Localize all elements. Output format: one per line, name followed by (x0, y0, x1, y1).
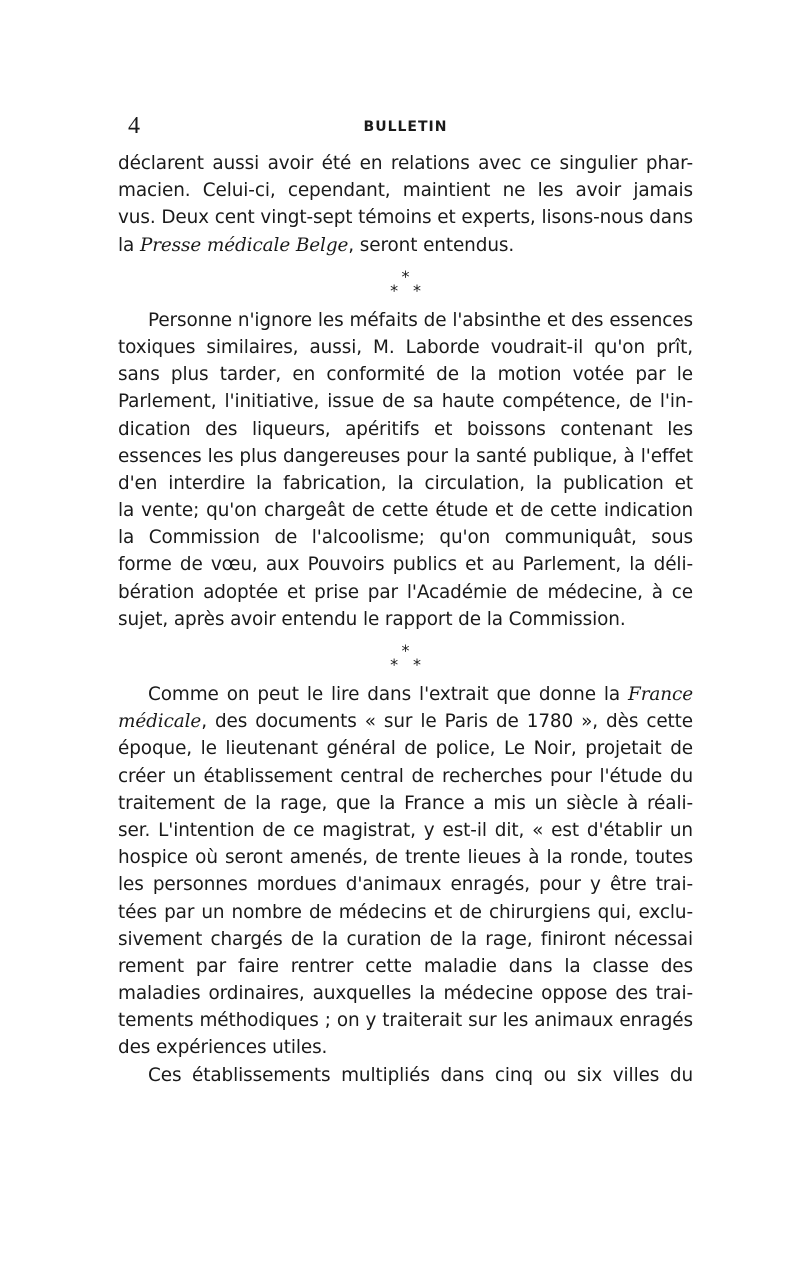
text-line: déclarent aussi avoir été en relations avec ce singulier phar- (118, 153, 693, 174)
journal-title: médicale (118, 711, 202, 733)
page-header (118, 113, 693, 143)
text-line: bération adoptée et prise par l'Académie de médecine, à ce (118, 581, 693, 603)
ornament-star-top: * (401, 266, 410, 286)
text-line: ser. L'intention de ce magistrat, y est-il dit, « est d'établir un (118, 819, 693, 841)
text-line: créer un établissement central de recherches pour l'étude du (118, 765, 693, 787)
text-line: sujet, après avoir entendu le rapport de la Commission. (118, 608, 626, 630)
text-line: rement par faire rentrer cette maladie dans la classe des (118, 955, 693, 977)
text-line: des expériences utiles. (118, 1037, 328, 1059)
journal-title: Presse médicale Belge (139, 234, 349, 256)
text-line: traitement de la rage, que la France a mis un siècle à réali- (118, 792, 693, 814)
text-line: forme de vœu, aux Pouvoirs publics et au Parlement, la déli- (118, 554, 693, 576)
text-line: tées par un nombre de médecins et de chirurgiens qui, exclu- (118, 901, 693, 923)
text-line: dication des liqueurs, apéritifs et boissons contenant les (118, 418, 693, 440)
ornament-stars-bottom: * * (390, 280, 421, 300)
page-number: 4 (128, 113, 140, 139)
text-line: maladies ordinaires, auxquelles la médecine oppose des trai- (118, 983, 693, 1005)
paragraph-3 (118, 681, 693, 1062)
paragraph-4 (118, 1062, 693, 1089)
text-line: Parlement, l'initiative, issue de sa haute compétence, de l'in- (118, 391, 693, 413)
text-line: d'en interdire la fabrication, la circulation, la publication et (118, 472, 693, 494)
text-line: sivement chargés de la curation de la rage, finiront nécessai (118, 928, 693, 950)
text-line: époque, le lieutenant général de police, Le Noir, projetait de (118, 738, 693, 760)
ornament-stars-bottom: * * (390, 655, 421, 674)
running-head: BULLETIN (363, 119, 448, 135)
text-line: la Presse médicale Belge, seront entendus. (118, 234, 515, 256)
text-line: toxiques similaires, aussi, M. Laborde voudrait-il qu'on prît, (118, 336, 693, 358)
paragraph-2 (118, 307, 693, 633)
body-text (118, 150, 693, 1089)
text-line: vus. Deux cent vingt-sept témoins et experts, lisons-nous dans (118, 207, 693, 229)
text-line: Personne n'ignore les méfaits de l'absinthe et des essences (148, 309, 693, 331)
journal-title: France (628, 684, 693, 705)
text-line: Comme on peut le lire dans l'extrait que donne la France (148, 684, 693, 705)
paragraph-1 (118, 150, 693, 259)
text-line: tements méthodiques ; on y traiterait sur les animaux enragés (118, 1010, 693, 1032)
text-line: hospice où seront amenés, de trente lieues à la ronde, toutes (118, 847, 693, 869)
text-line: Ces établissements multipliés dans cinq ou six villes du (148, 1064, 693, 1086)
text-line: essences les plus dangereuses pour la santé publique, à l'effet (118, 445, 693, 467)
text-line: sans plus tarder, en conformité de la motion votée par le (118, 364, 693, 386)
ornament-star-top: * (401, 641, 410, 660)
text-line: les personnes mordues d'animaux enragés, pour y être trai- (118, 874, 693, 896)
text-line: la Commission de l'alcoolisme; qu'on communiquât, sous (118, 527, 693, 549)
text-line: la vente; qu'on chargeât de cette étude et de cette indication (118, 500, 693, 522)
section-break-ornament (118, 259, 693, 307)
text-line: macien. Celui-ci, cependant, maintient ne les avoir jamais (118, 180, 693, 202)
section-break-ornament (118, 633, 693, 681)
text-line: médicale, des documents « sur le Paris de 1780 », dès cette (118, 711, 693, 733)
